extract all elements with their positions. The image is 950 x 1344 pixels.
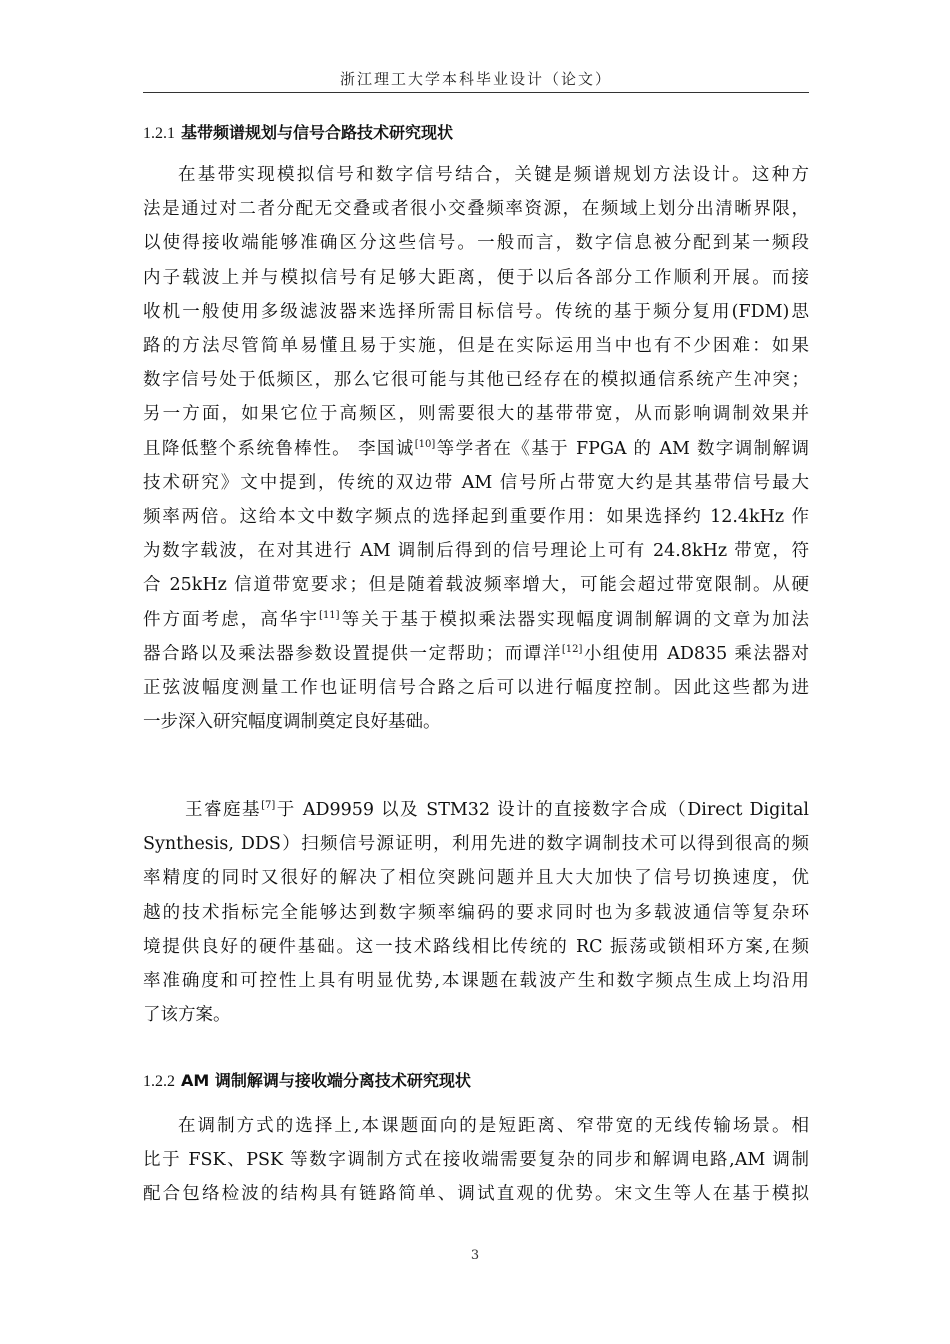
text-line [143,603,809,637]
page-header: 浙江理工大学本科毕业设计（论文） [339,70,612,88]
section-heading-1-2-2 [143,1068,471,1091]
page-number: 3 [470,1248,480,1263]
citation[interactable]: [10] [414,438,436,450]
text-line: 比于 FSK、PSK 等数字调制方式在接收端需要复杂的同步和解调电路,AM 调制 [143,1150,809,1171]
text-line: 以使得接收端能够准确区分这些信号。一般而言，数字信息被分配到某一频段 [143,233,809,254]
text-line [143,793,809,827]
text-line: 境提供良好的硬件基础。这一技术路线相比传统的 RC 振荡或锁相环方案,在频 [143,936,809,957]
text-line: 数字信号处于低频区，那么它很可能与其他已经存在的模拟通信系统产生冲突； [143,370,809,391]
text-line: 路的方法尽管简单易懂且易于实施，但是在实际运用当中也有不少困难：如果 [143,336,809,357]
text-line: 为数字载波，在对其进行 AM 调制后得到的信号理论上可有 24.8kHz 带宽，符 [143,541,809,562]
citation[interactable]: [12] [561,644,583,656]
text-line: 收机一般使用多级滤波器来选择所需目标信号。传统的基于频分复用(FDM)思 [143,301,809,322]
text-line: 正弦波幅度测量工作也证明信号合路之后可以进行幅度控制。因此这些都为进 [143,678,809,699]
paragraph-1 [143,158,809,739]
section-title: AM 调制解调与接收端分离技术研究现状 [181,1071,471,1090]
section-number: 1.2.1 [143,125,175,142]
text-line: 在基带实现模拟信号和数字信号结合，关键是频谱规划方法设计。这种方 [178,165,809,185]
text-line: 率准确度和可控性上具有明显优势,本课题在载波产生和数字频点生成上均沿用 [143,971,809,992]
citation[interactable]: [7] [261,800,276,812]
text-line [143,637,809,671]
text-line: 合 25kHz 信道带宽要求；但是随着载波频率增大，可能会超过带宽限制。从硬 [143,575,809,596]
text-segment: 等学者在《基于 FPGA 的 AM 数字调制解调 [435,438,810,459]
text-line: Synthesis, DDS）扫频信号源证明，利用先进的数字调制技术可以得到很高的频 [143,834,809,855]
citation[interactable]: [11] [319,609,340,621]
section-title: 基带频谱规划与信号合路技术研究现状 [181,123,454,142]
text-segment: 于 AD9959 以及 STM32 设计的直接数字合成（Direct Digital [275,800,810,820]
text-line: 了该方案。 [143,1005,231,1026]
text-segment: 等关于基于模拟乘法器实现幅度调制解调的文章为加法 [339,609,810,630]
text-segment: 件方面考虑，高华宇 [143,609,320,630]
text-line: 法是通过对二者分配无交叠或者很小交叠频率资源，在频域上划分出清晰界限， [143,199,809,220]
text-line: 在调制方式的选择上,本课题面向的是短距离、窄带宽的无线传输场景。相 [178,1116,809,1136]
text-line: 率精度的同时又很好的解决了相位突跳问题并且大大加快了信号切换速度，优 [143,868,809,889]
header-rule [143,92,809,93]
text-segment: 器合路以及乘法器参数设置提供一定帮助；而谭洋 [143,643,562,664]
paragraph-3 [143,1109,809,1212]
section-number: 1.2.2 [143,1073,175,1090]
section-heading-1-2-1 [143,120,453,143]
text-line: 频率两倍。这给本文中数字频点的选择起到重要作用：如果选择约 12.4kHz 作 [143,507,809,528]
paragraph-2 [143,793,809,1032]
text-line: 另一方面，如果它位于高频区，则需要很大的基带带宽，从而影响调制效果并 [143,404,809,425]
text-line: 配合包络检波的结构具有链路简单、调试直观的优势。宋文生等人在基于模拟 [143,1184,809,1205]
text-segment: 小组使用 AD835 乘法器对 [582,643,809,664]
text-line [143,432,809,466]
text-segment: 且降低整个系统鲁棒性。 李国诚 [143,438,415,459]
text-line: 技术研究》文中提到，传统的双边带 AM 信号所占带宽大约是其基带信号最大 [143,472,809,493]
text-line: 一步深入研究幅度调制奠定良好基础。 [143,712,441,733]
text-line: 内子载波上并与模拟信号有足够大距离，便于以后各部分工作顺利开展。而接 [143,267,809,288]
text-line: 越的技术指标完全能够达到数字频率编码的要求同时也为多载波通信等复杂环 [143,902,809,923]
text-segment: 王睿庭基 [185,800,262,820]
